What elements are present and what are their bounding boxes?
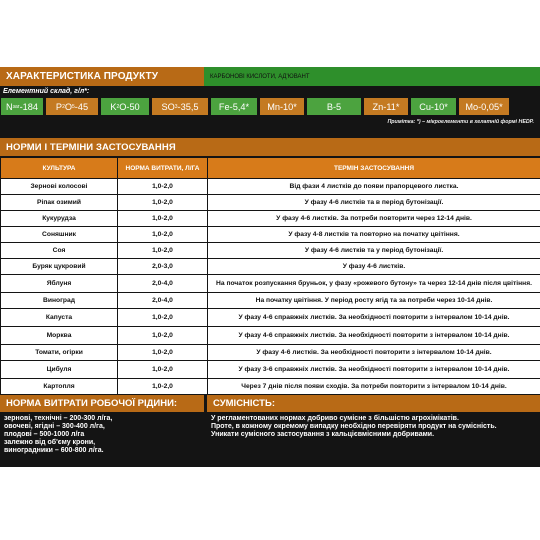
rate-cell: 1,0-2,0 [118,345,208,361]
element-chip-fe [211,98,257,115]
rate-cell: 1,0-2,0 [118,309,208,327]
compatibility-line: Уникати сумісного застосування з кальцієвмісними добривами. [211,431,435,438]
timing-cell: У фазу 3-6 справжніх листків. За необхідності повторити з інтервалом 10-14 днів. [208,361,540,379]
element-k-symbol: K [110,101,117,112]
element-fe-label: Fe-5,4* [218,101,250,112]
element-chip-b [307,98,361,115]
timing-cell: У фазу 4-6 справжніх листків. За необхідності повторити з інтервалом 10-14 днів. [208,309,540,327]
element-k-sub: 2 [116,103,120,110]
timing-cell: У фазу 4-6 листків та в період бутонізації. [208,195,540,211]
timing-cell: На початку цвітіння. У період росту ягід та за потреби через 10-14 днів. [208,293,540,309]
element-k-o: O [119,101,127,112]
working-fluid-line: овочеві, ягідні – 300-400 л/га, [4,423,105,430]
norms-header-row [1,158,540,179]
timing-cell: У фазу 4-6 листків. [208,259,540,275]
compatibility-header [207,395,540,412]
element-so-sub: 3 [174,103,178,110]
characteristics-title: ХАРАКТЕРИСТИКА ПРОДУКТУ [6,71,159,82]
working-fluid-line: виноградники – 600-800 л/га. [4,447,104,454]
rate-cell: 1,0-2,0 [118,243,208,259]
element-chip-mo [459,98,509,115]
footnote: Примітка: *) – мікроелементи в хелатній формі HEDP. [387,119,534,125]
element-p-sub2: 5 [72,103,75,110]
element-p-value: -45 [74,101,89,112]
element-chip-n [1,98,43,115]
rate-cell: 1,0-2,0 [118,179,208,195]
table-row [1,379,540,395]
element-chip-zn [364,98,408,115]
crop-cell: Зернові колосові [1,179,118,195]
table-row [1,179,540,195]
table-row [1,275,540,293]
working-fluid-line: залежно від об'єму крони, [4,439,96,446]
element-zn-label: Zn-11* [372,101,400,112]
crop-cell: Ріпак озимий [1,195,118,211]
element-p-symbol: P [55,101,63,112]
table-row [1,345,540,361]
element-n-symbol: N [6,101,13,112]
rate-cell: 1,0-2,0 [118,361,208,379]
timing-cell: У фазу 4-8 листків та повторно на початку цвітіння. [208,227,540,243]
rate-cell: 1,0-2,0 [118,211,208,227]
table-row [1,243,540,259]
element-k-value: -50 [126,101,140,112]
working-fluid-text [4,415,202,455]
compatibility-text [211,415,533,439]
compatibility-line: У регламентованих нормах добриво сумісне з більшістю агрохімікатів. [211,415,459,422]
norms-table [0,157,540,395]
element-mo-label: Mo-0,05* [465,101,503,112]
crop-cell: Соняшник [1,227,118,243]
table-row [1,361,540,379]
composition-label: Елементний склад, г/л*: [3,88,90,95]
element-chip-k2o [101,98,149,115]
element-n-sub: заг [12,103,20,110]
working-fluid-header [0,395,204,412]
crop-cell: Соя [1,243,118,259]
rate-cell: 2,0-4,0 [118,275,208,293]
norms-title: НОРМИ І ТЕРМІНИ ЗАСТОСУВАННЯ [6,141,176,153]
acids-note: КАРБОНОВІ КИСЛОТИ, АД'ЮВАНТ [210,73,310,80]
timing-cell: У фазу 4-6 справжніх листків. За необхідності повторити з інтервалом 10-14 днів. [208,327,540,345]
timing-cell: У фазу 4-6 листків та у період бутонізації. [208,243,540,259]
compatibility-title: СУМІСНІСТЬ: [213,398,275,409]
element-cu-label: Cu-10* [419,101,448,112]
rate-cell: 2,0-4,0 [118,293,208,309]
col-header-crop: КУЛЬТУРА [1,158,118,179]
working-fluid-line: зернові, технічні – 200-300 л/га, [4,415,113,422]
table-row [1,293,540,309]
norms-header [0,138,540,156]
col-header-timing: ТЕРМІН ЗАСТОСУВАННЯ [208,158,540,179]
element-chip-p2o5 [46,98,98,115]
crop-cell: Картопля [1,379,118,395]
crop-cell: Морква [1,327,118,345]
crop-cell: Виноград [1,293,118,309]
element-p-o: O [64,101,72,112]
element-n-value: -184 [19,101,38,112]
element-chip-cu [411,98,456,115]
element-b-label: B-5 [326,101,342,112]
element-p-sub: 2 [62,103,65,110]
table-row [1,327,540,345]
table-row [1,259,540,275]
characteristics-header [0,67,204,86]
rate-cell: 1,0-2,0 [118,327,208,345]
crop-cell: Буряк цукровий [1,259,118,275]
product-sheet [0,67,540,467]
table-row [1,195,540,211]
crop-cell: Кукурудза [1,211,118,227]
element-mn-label: Mn-10* [267,101,297,112]
elements-row [1,98,509,115]
acids-strip [204,67,540,86]
crop-cell: Цибуля [1,361,118,379]
rate-cell: 1,0-2,0 [118,195,208,211]
col-header-rate: НОРМА ВИТРАТИ, Л/ГА [118,158,208,179]
table-row [1,211,540,227]
table-row [1,227,540,243]
element-chip-mn [260,98,304,115]
element-so-symbol: SO [161,101,175,112]
compatibility-line: Проте, в кожному окремому випадку необхідно перевіряти продукт на сумісність. [211,423,497,430]
crop-cell: Томати, огірки [1,345,118,361]
rate-cell: 1,0-2,0 [118,227,208,243]
timing-cell: Від фази 4 листків до появи прапорцевого листка. [208,179,540,195]
timing-cell: У фазу 4-6 листків. За потреби повторити через 12-14 днів. [208,211,540,227]
timing-cell: У фазу 4-6 листків. За необхідності повторити з інтервалом 10-14 днів. [208,345,540,361]
crop-cell: Яблуня [1,275,118,293]
element-so-value: -35,5 [177,101,199,112]
timing-cell: Через 7 днів після появи сходів. За потреби повторити з інтервалом 10-14 днів. [208,379,540,395]
table-row [1,309,540,327]
timing-cell: На початок розпускання бруньок, у фазу «рожевого бутону» та через 12-14 днів після цвітіння. [208,275,540,293]
working-fluid-title: НОРМА ВИТРАТИ РОБОЧОЇ РІДИНИ: [6,398,178,409]
rate-cell: 2,0-3,0 [118,259,208,275]
element-chip-so3 [152,98,208,115]
crop-cell: Капуста [1,309,118,327]
rate-cell: 1,0-2,0 [118,379,208,395]
working-fluid-line: плодові – 500-1000 л/га [4,431,85,438]
